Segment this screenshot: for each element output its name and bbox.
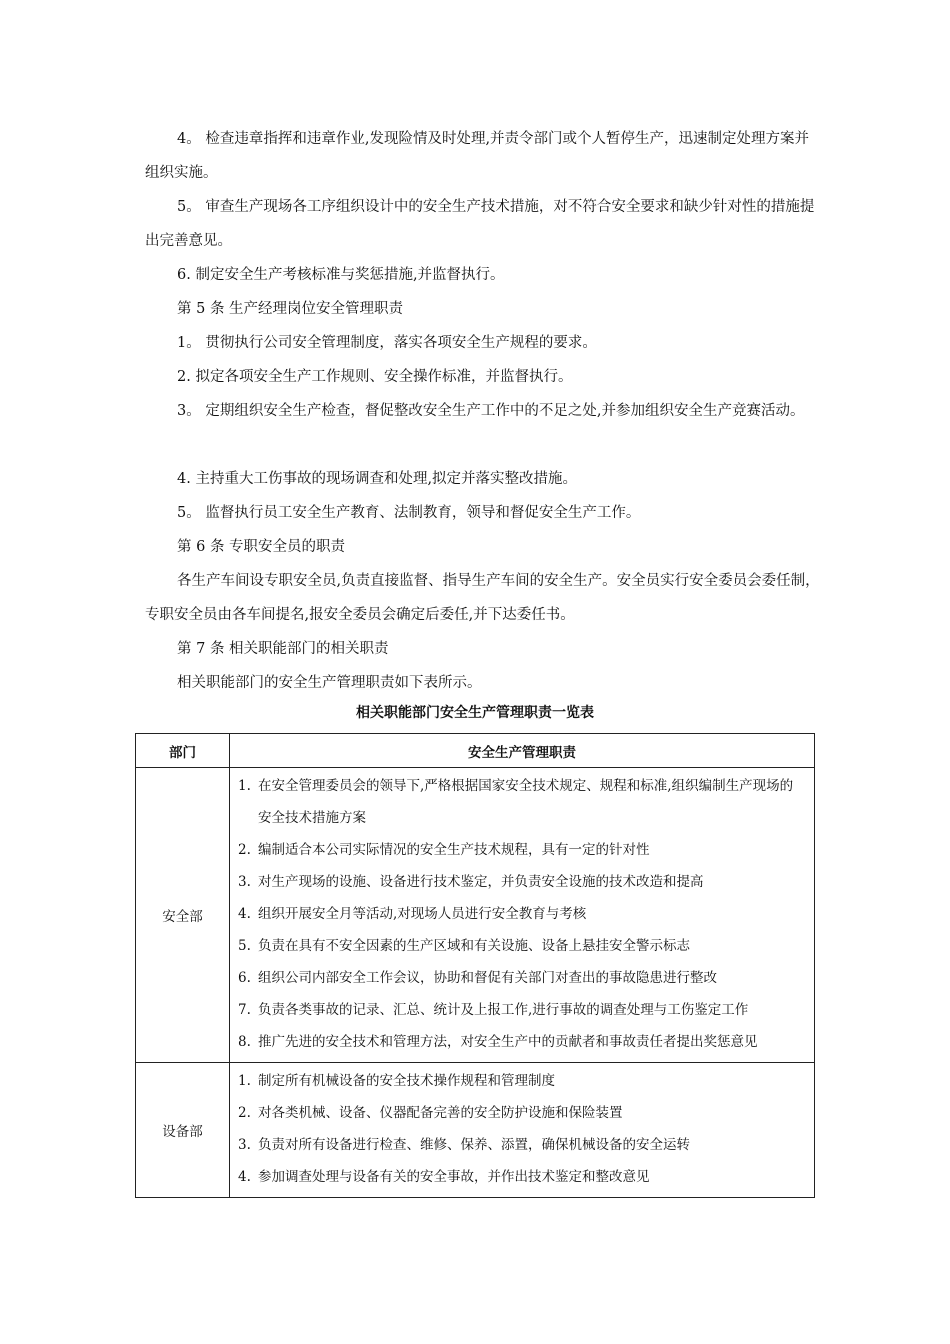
table-row — [136, 768, 815, 1063]
paragraph-item-4: 4。 检查违章指挥和违章作业,发现险情及时处理,并责令部门或个人暂停生产，迅速制定处理方案并组织实施。 — [145, 131, 810, 181]
paragraph-manager-4: 4. 主持重大工伤事故的现场调查和处理,拟定并落实整改措施。 — [177, 471, 578, 487]
header-dept: 部门 — [136, 734, 230, 768]
paragraph-item-6: 6. 制定安全生产考核标准与奖惩措施,并监督执行。 — [177, 267, 505, 283]
duty-item: 4. 组织开展安全月等活动,对现场人员进行安全教育与考核 — [238, 906, 587, 922]
paragraph-manager-2: 2. 拟定各项安全生产工作规则、安全操作标准，并监督执行。 — [177, 369, 573, 385]
duty-item: 7. 负责各类事故的记录、汇总、统计及上报工作,进行事故的调查处理与工伤鉴定工作 — [238, 1002, 749, 1018]
table-row — [136, 1063, 815, 1198]
paragraph-manager-3: 3。 定期组织安全生产检查，督促整改安全生产工作中的不足之处,并参加组织安全生产竞赛活动。 — [177, 403, 805, 419]
duty-item: 5. 负责在具有不安全因素的生产区域和有关设施、设备上悬挂安全警示标志 — [238, 938, 690, 954]
dept-cell: 设备部 — [136, 1063, 230, 1198]
paragraph-table-intro: 相关职能部门的安全生产管理职责如下表所示。 — [177, 675, 482, 691]
duty-item: 1. 制定所有机械设备的安全技术操作规程和管理制度 — [238, 1073, 555, 1089]
article-5-heading: 第 5 条 生产经理岗位安全管理职责 — [177, 301, 404, 317]
table-title: 相关职能部门安全生产管理职责一览表 — [356, 705, 594, 721]
duties-cell — [230, 1063, 815, 1198]
duties-cell — [230, 768, 815, 1063]
duty-item: 1. 在安全管理委员会的领导下,严格根据国家安全技术规定、规程和标准,组织编制生产现场的安全技术措施方案 — [238, 778, 794, 826]
paragraph-item-5: 5。 审查生产现场各工序组织设计中的安全生产技术措施，对不符合安全要求和缺少针对性的措施提出完善意见。 — [145, 199, 815, 249]
paragraph-manager-5: 5。 监督执行员工安全生产教育、法制教育，领导和督促安全生产工作。 — [177, 505, 641, 521]
duty-item: 3. 对生产现场的设施、设备进行技术鉴定，并负责安全设施的技术改造和提高 — [238, 874, 704, 890]
duty-item: 4. 参加调查处理与设备有关的安全事故，并作出技术鉴定和整改意见 — [238, 1169, 650, 1185]
dept-cell: 安全部 — [136, 768, 230, 1063]
duty-item: 8. 推广先进的安全技术和管理方法，对安全生产中的贡献者和事故责任者提出奖惩意见 — [238, 1034, 758, 1050]
table-header-row — [136, 734, 815, 768]
paragraph-manager-1: 1。 贯彻执行公司安全管理制度，落实各项安全生产规程的要求。 — [177, 335, 597, 351]
duty-item: 2. 对各类机械、设备、仪器配备完善的安全防护设施和保险装置 — [238, 1105, 623, 1121]
duty-item: 2. 编制适合本公司实际情况的安全生产技术规程，具有一定的针对性 — [238, 842, 650, 858]
responsibility-table — [135, 733, 815, 1198]
duty-item: 6. 组织公司内部安全工作会议，协助和督促有关部门对查出的事故隐患进行整改 — [238, 970, 717, 986]
header-duties: 安全生产管理职责 — [230, 734, 815, 768]
duty-item: 3. 负责对所有设备进行检查、维修、保养、添置，确保机械设备的安全运转 — [238, 1137, 690, 1153]
article-6-heading: 第 6 条 专职安全员的职责 — [177, 539, 346, 555]
paragraph-safety-officer: 各生产车间设专职安全员,负责直接监督、指导生产车间的安全生产。安全员实行安全委员会委任制，专职安全员由各车间提名,报安全委员会确定后委任,并下达委任书。 — [145, 573, 820, 623]
article-7-heading: 第 7 条 相关职能部门的相关职责 — [177, 641, 389, 657]
